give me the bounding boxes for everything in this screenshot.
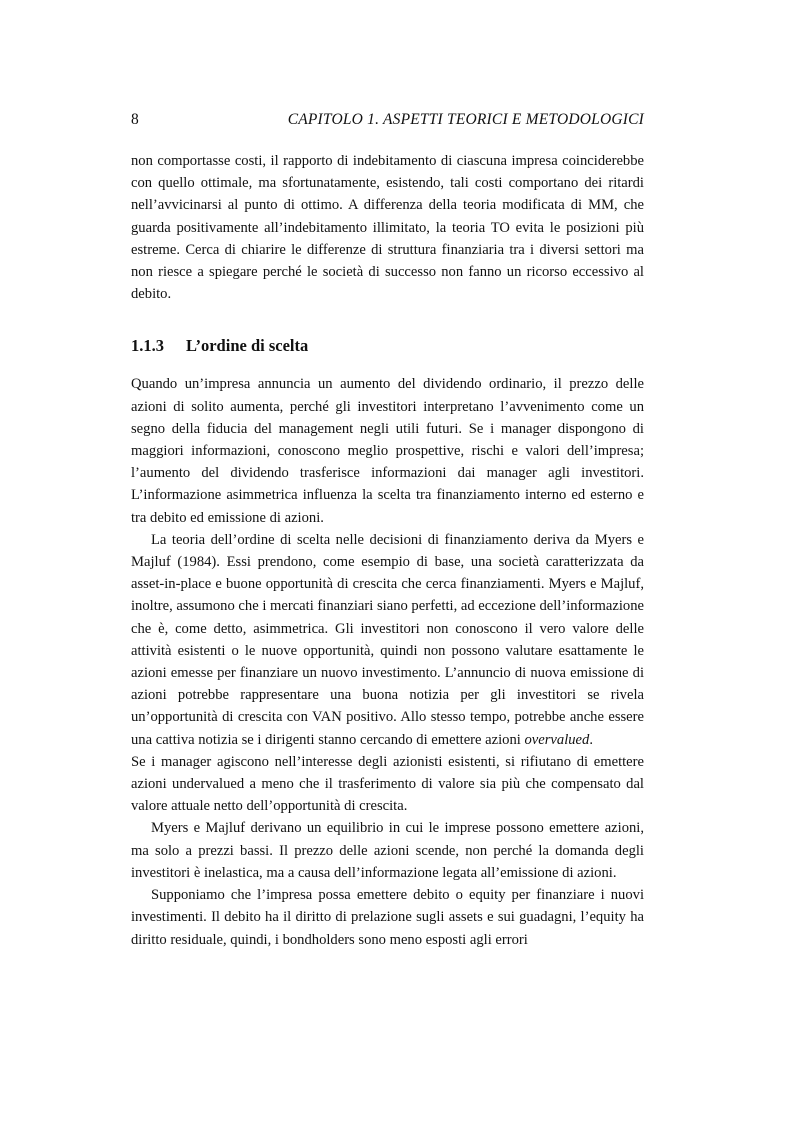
section-number: 1.1.3 [131,336,164,356]
section-heading [131,335,644,357]
chapter-title: CAPITOLO 1. ASPETTI TEORICI E METODOLOGICI [287,111,644,128]
running-header [131,109,644,131]
page-number: 8 [131,111,139,128]
paragraph-end: . [589,731,593,748]
paragraph-debt-equity: Supponiamo che l’impresa possa emettere debito o equity per finanziare i nuovi investimenti. Il debito ha il diritto di prelazione sugli assets e sui guadagni, l’equity ha diritto residuale, quindi, i bondholders sono meno esposti agli errori [131,887,644,948]
paragraph-text: La teoria dell’ordine di scelta nelle decisioni di finanziamento deriva da Myers e Majluf (1984). Essi prendono, come esempio di base, una società caratterizzata da asset-in-place e buone opportunità di crescita che cerca finanziamenti. Myers e Majluf, inoltre, assumono che i mercati finanziari siano perfetti, ad eccezione dell’informazione che è, come detto, asimmetrica. Gli investitori non conoscono il vero valore delle attività esistenti o le nuove opportunità, quindi non possono valutare esattamente le azioni emesse per finanziare un nuovo investimento. L’annuncio di nuova emissione di azioni potrebbe rappresentare una buona notizia per gli investitori se rivela un’opportunità di crescita con VAN positivo. Allo stesso tempo, potrebbe anche essere una cattiva notizia se i dirigenti stanno cercando di emettere azioni [131,531,644,748]
section-title: L’ordine di scelta [186,336,309,356]
paragraph-managers: Se i manager agiscono nell’interesse degli azionisti esistenti, si rifiutano di emettere azioni undervalued a meno che il trasferimento di valore sia più che compensato dal valore attuale netto dell’opportunità di crescita. [131,753,644,815]
paragraph-myers-majluf [131,529,644,751]
paragraph-intro: Quando un’impresa annuncia un aumento del dividendo ordinario, il prezzo delle azioni di solito aumenta, perché gli investitori interpretano l’avvenimento come un segno della fiducia del management negli utili futuri. Se i manager dispongono di maggiori informazioni, conoscono meglio prospettive, rischi e valori dell’impresa; l’aumento del dividendo trasferisce informazioni dai manager agli investitori. L’informazione asimmetrica influenza la scelta tra finanziamento interno ed esterno e tra debito ed emissione di azioni. [131,376,644,526]
body-text [131,150,644,951]
paragraph-equilibrium: Myers e Majluf derivano un equilibrio in cui le imprese possono emettere azioni, ma solo a prezzi bassi. Il prezzo delle azioni scende, non perché la domanda degli investitori è inelastica, ma a causa dell’informazione legata all’emissione di azioni. [131,820,644,881]
italic-term: overvalued [524,731,590,748]
paragraph-continued: non comportasse costi, il rapporto di indebitamento di ciascuna impresa coinciderebbe con quello ottimale, ma sfortunatamente, esistendo, tali costi comportano dei ritardi nell’avvicinarsi al punto di ottimo. A differenza della teoria modificata di MM, che guarda positivamente all’indebitamento illimitato, la teoria TO evita le posizioni più estreme. Cerca di chiarire le differenze di struttura finanziaria tra i diversi settori ma non riesce a spiegare perché le società di successo non fanno un ricorso eccessivo al debito. [131,153,644,303]
